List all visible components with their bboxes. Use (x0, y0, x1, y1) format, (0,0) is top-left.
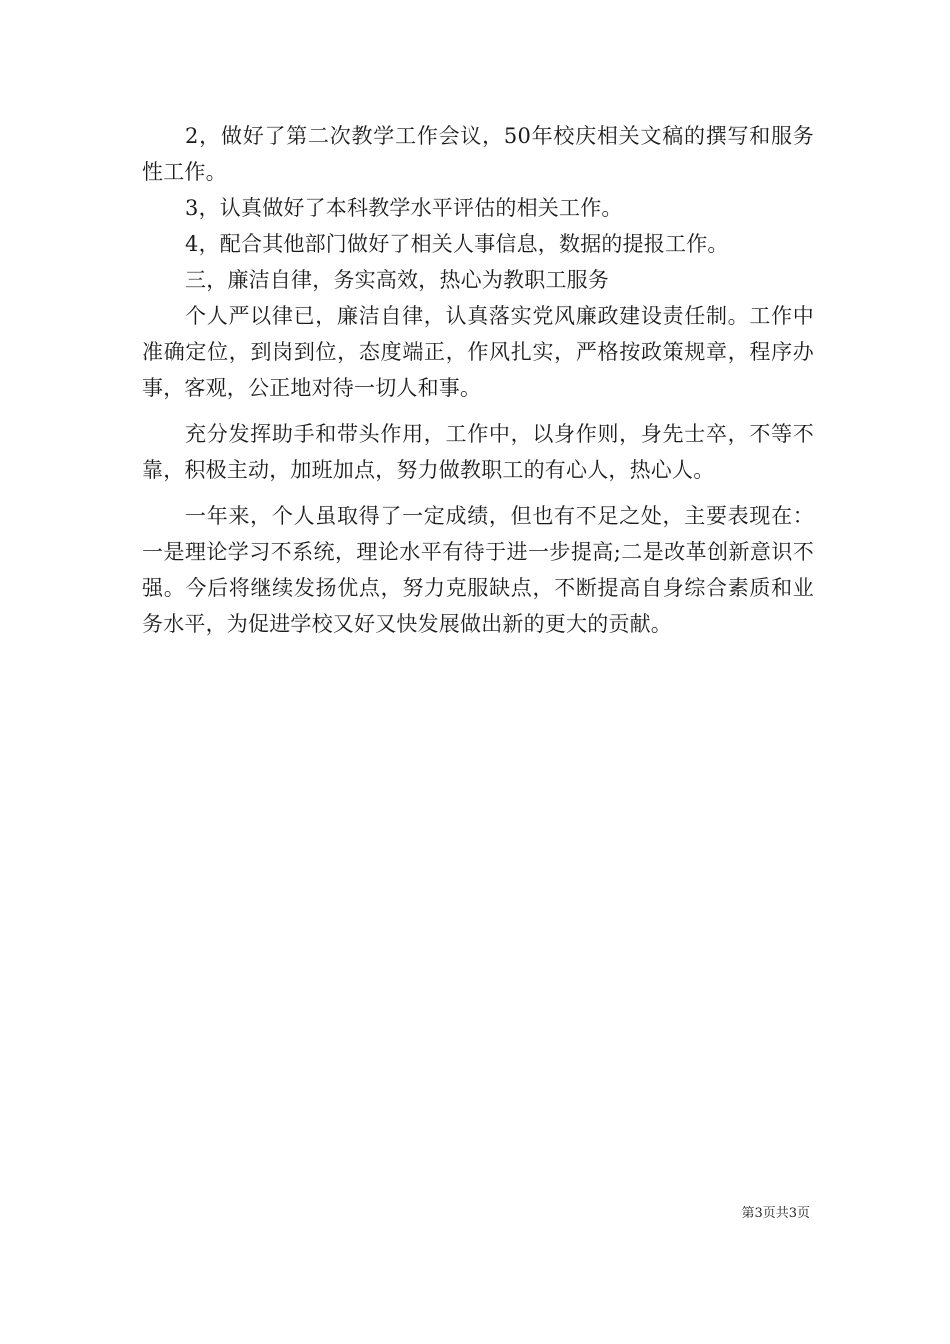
paragraph-item-3: 3，认真做好了本科教学水平评估的相关工作。 (185, 196, 623, 220)
document-body (142, 118, 814, 642)
paragraph-summary: 一年来，个人虽取得了一定成绩，但也有不足之处，主要表现在：一是理论学习不系统，理论水平有待于进一步提高;二是改革创新意识不强。今后将继续发扬优点，努力克服缺点，不断提高自身综合素质和业务水平，为促进学校又好又快发展做出新的更大的贡献。 (142, 504, 814, 636)
paragraph-item-2: 2，做好了第二次教学工作会议，50年校庆相关文稿的撰写和服务性工作。 (142, 124, 814, 184)
page-number: 第3页共3页 (741, 1206, 810, 1221)
section-heading-3: 三，廉洁自律，务实高效，热心为教职工服务 (185, 268, 610, 292)
paragraph-item-4: 4，配合其他部门做好了相关人事信息，数据的提报工作。 (185, 232, 729, 256)
paragraph-self-discipline: 个人严以律已，廉洁自律，认真落实党风廉政建设责任制。工作中准确定位，到岗到位，态度端正，作风扎实，严格按政策规章，程序办事，客观，公正地对待一切人和事。 (142, 304, 814, 400)
paragraph-role: 充分发挥助手和带头作用，工作中，以身作则，身先士卒，不等不靠，积极主动，加班加点，努力做教职工的有心人，热心人。 (142, 422, 814, 482)
